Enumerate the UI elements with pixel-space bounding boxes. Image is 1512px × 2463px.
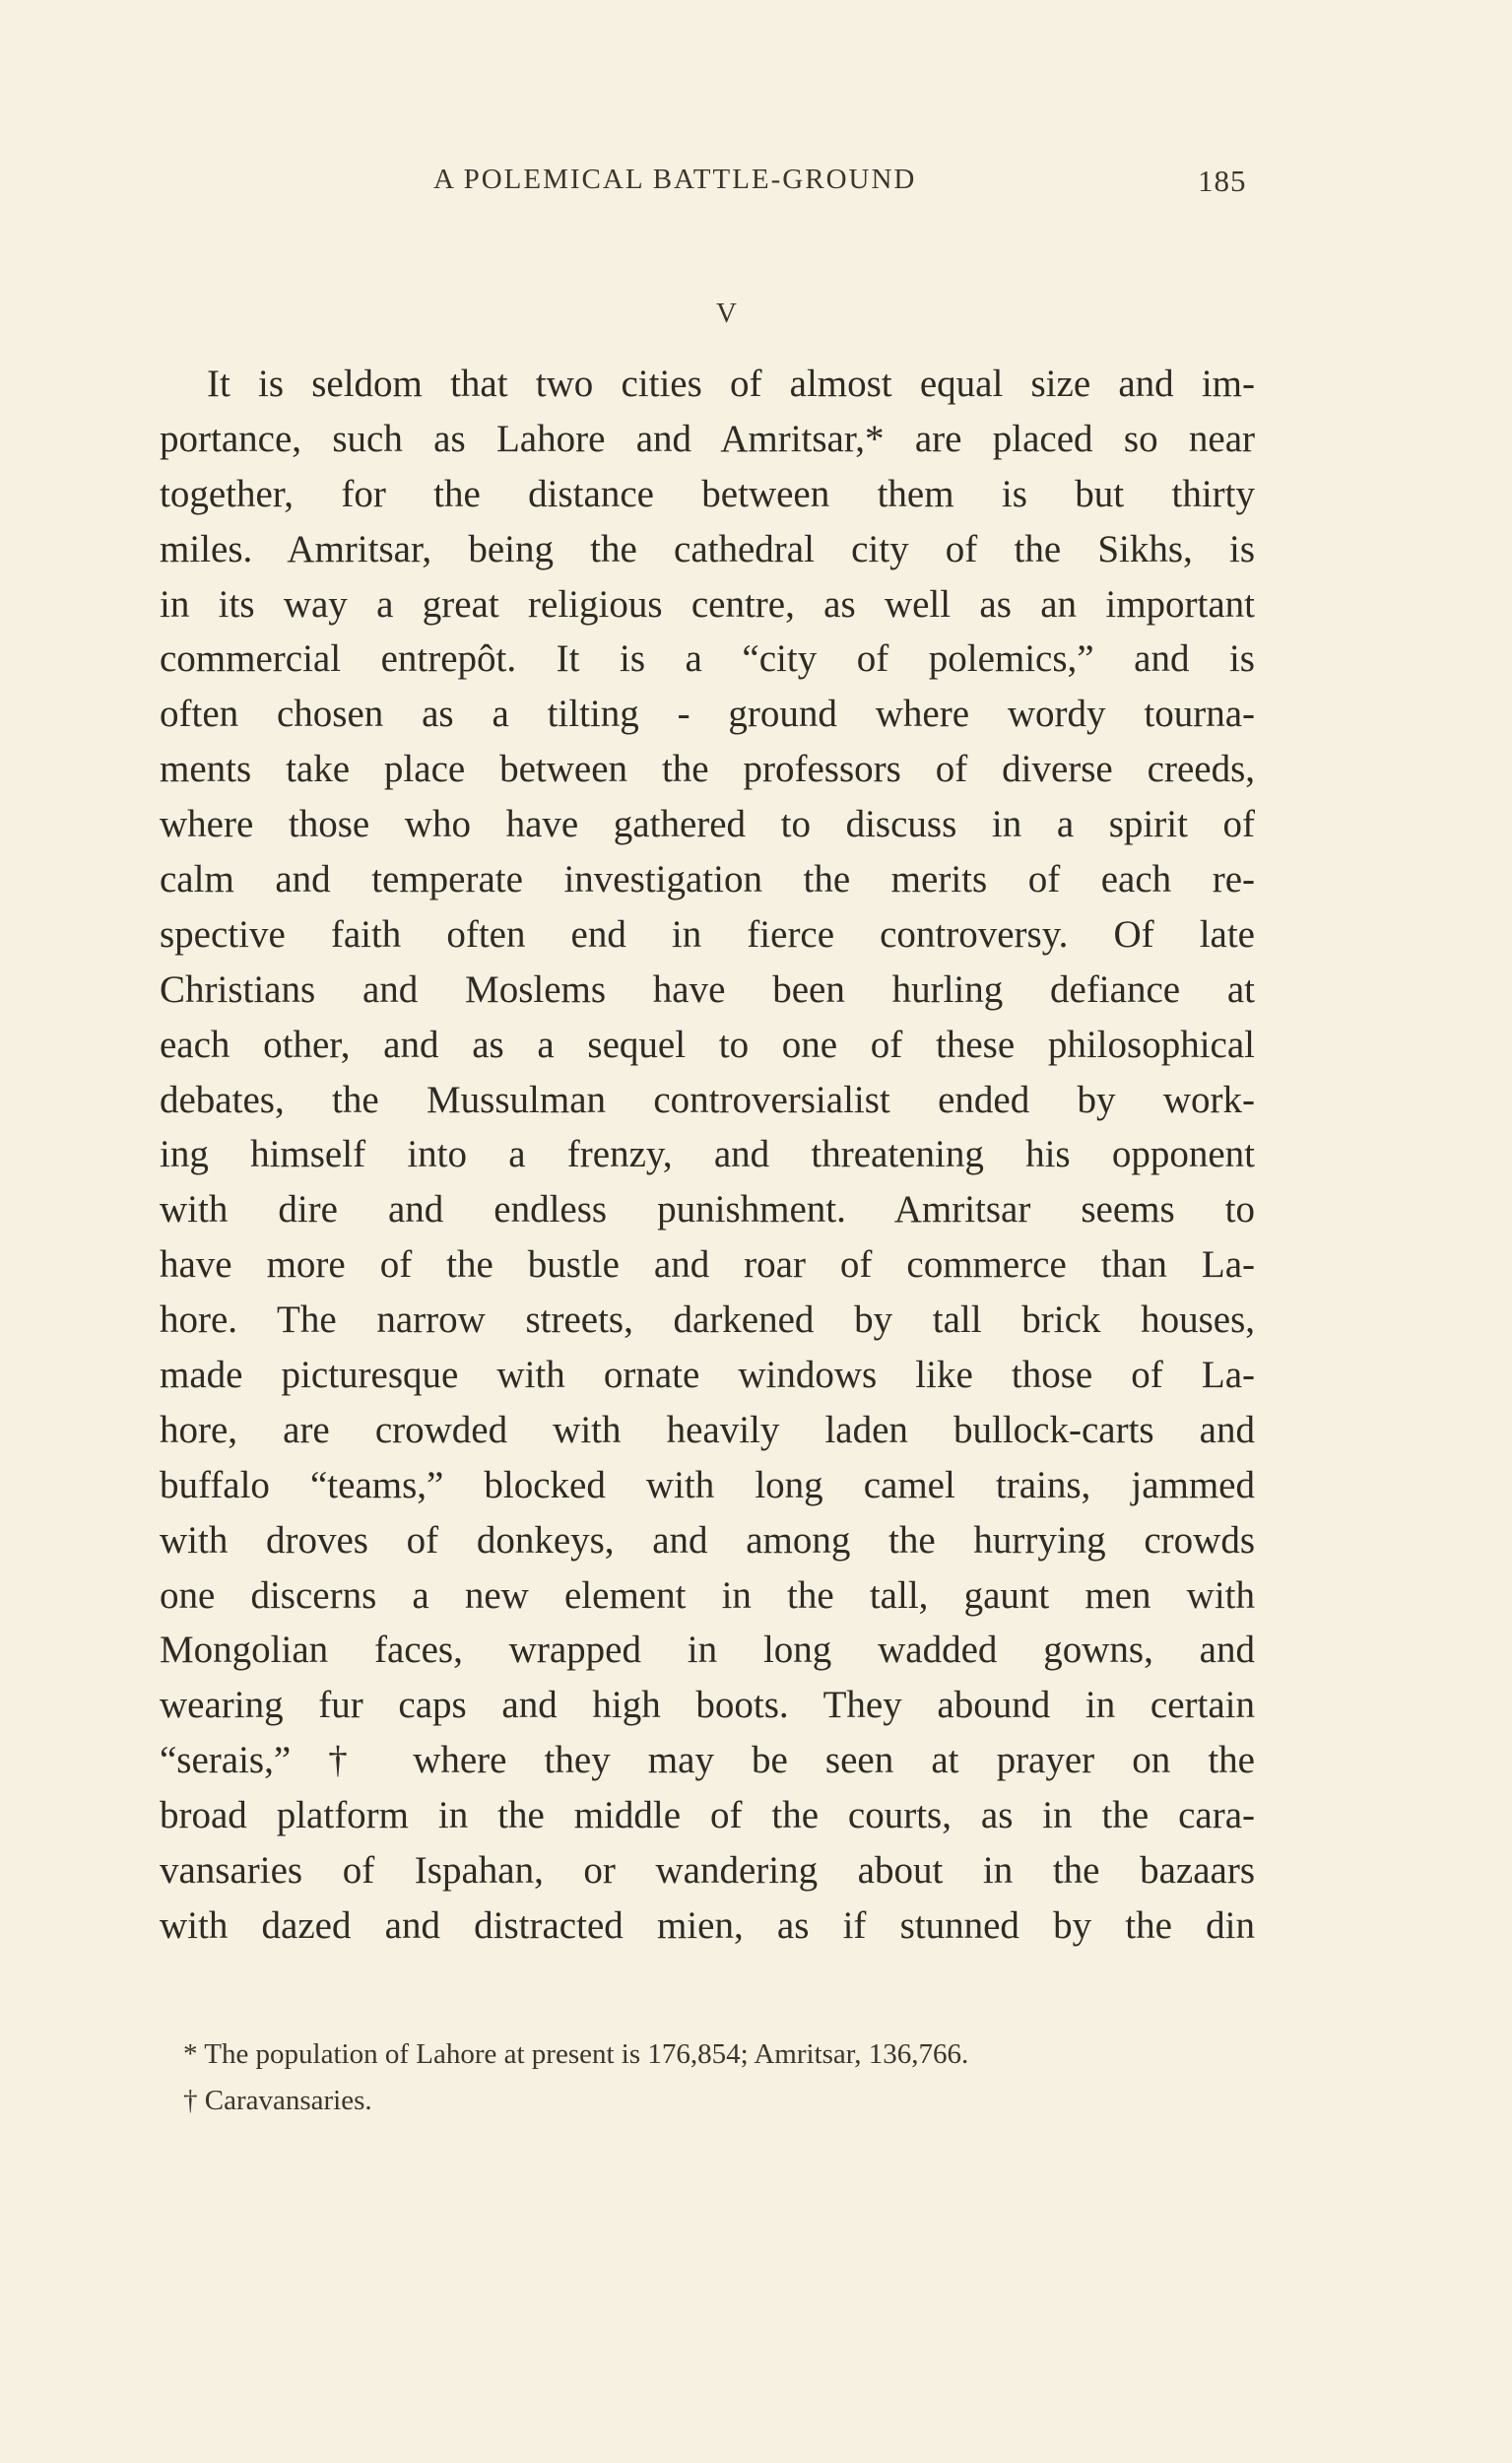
text-line: ing himself into a frenzy, and threatening his opponent [160,1133,1255,1176]
text-line: have more of the bustle and roar of commerce than La- [160,1243,1255,1287]
text-line: It is seldom that two cities of almost equal size and im- [207,363,1255,405]
text-line: portance, such as Lahore and Amritsar,* are placed so near [160,417,1255,460]
text-line: in its way a great religious centre, as well as an important [160,582,1255,626]
text-line: calm and temperate investigation the merits of each re- [160,858,1255,901]
text-line: each other, and as a sequel to one of these philosophical [160,1023,1255,1066]
page-number: 185 [1198,164,1247,198]
footnotes [183,2031,1247,2124]
text-line: with dire and endless punishment. Amritsar seems to [160,1188,1255,1232]
text-line: hore. The narrow streets, darkened by tall brick houses, [160,1298,1255,1342]
text-line: one discerns a new element in the tall, gaunt men with [160,1573,1255,1617]
text-line: often chosen as a tilting - ground where wordy tourna- [160,693,1255,736]
running-head: A POLEMICAL BATTLE-GROUND [433,164,917,195]
text-line: debates, the Mussulman controversialist ended by work- [160,1078,1255,1121]
text-line: wearing fur caps and high boots. They abound in certain [160,1684,1255,1727]
footnote-caravansaries: † Caravansaries. [183,2085,372,2116]
text-line: Mongolian faces, wrapped in long wadded gowns, and [160,1629,1255,1672]
section-number: V [716,298,737,329]
text-line: miles. Amritsar, being the cathedral city of the Sikhs, is [160,527,1255,570]
footnote-population: * The population of Lahore at present is 176,854; Amritsar, 136,766. [183,2038,969,2070]
text-line: with droves of donkeys, and among the hurrying crowds [160,1518,1255,1562]
body-paragraph [160,357,1255,1954]
text-line: Christians and Moslems have been hurling defiance at [160,967,1255,1011]
text-line: broad platform in the middle of the courts, as in the cara- [160,1794,1255,1837]
text-line: spective faith often end in fierce controversy. Of late [160,912,1255,956]
text-line: with dazed and distracted mien, as if stunned by the din [160,1903,1255,1947]
text-line: commercial entrepôt. It is a “city of polemics,” and is [160,637,1255,681]
text-line: hore, are crowded with heavily laden bullock-carts and [160,1408,1255,1451]
text-line: where those who have gathered to discuss in a spirit of [160,803,1255,846]
text-line: buffalo “teams,” blocked with long camel trains, jammed [160,1463,1255,1506]
text-line: together, for the distance between them is but thirty [160,472,1255,515]
text-line: made picturesque with ornate windows like those of La- [160,1354,1255,1397]
text-line: vansaries of Ispahan, or wandering about in the bazaars [160,1849,1255,1893]
text-line: “serais,” † where they may be seen at prayer on the [160,1739,1255,1782]
text-line: ments take place between the professors of diverse creeds, [160,748,1255,791]
